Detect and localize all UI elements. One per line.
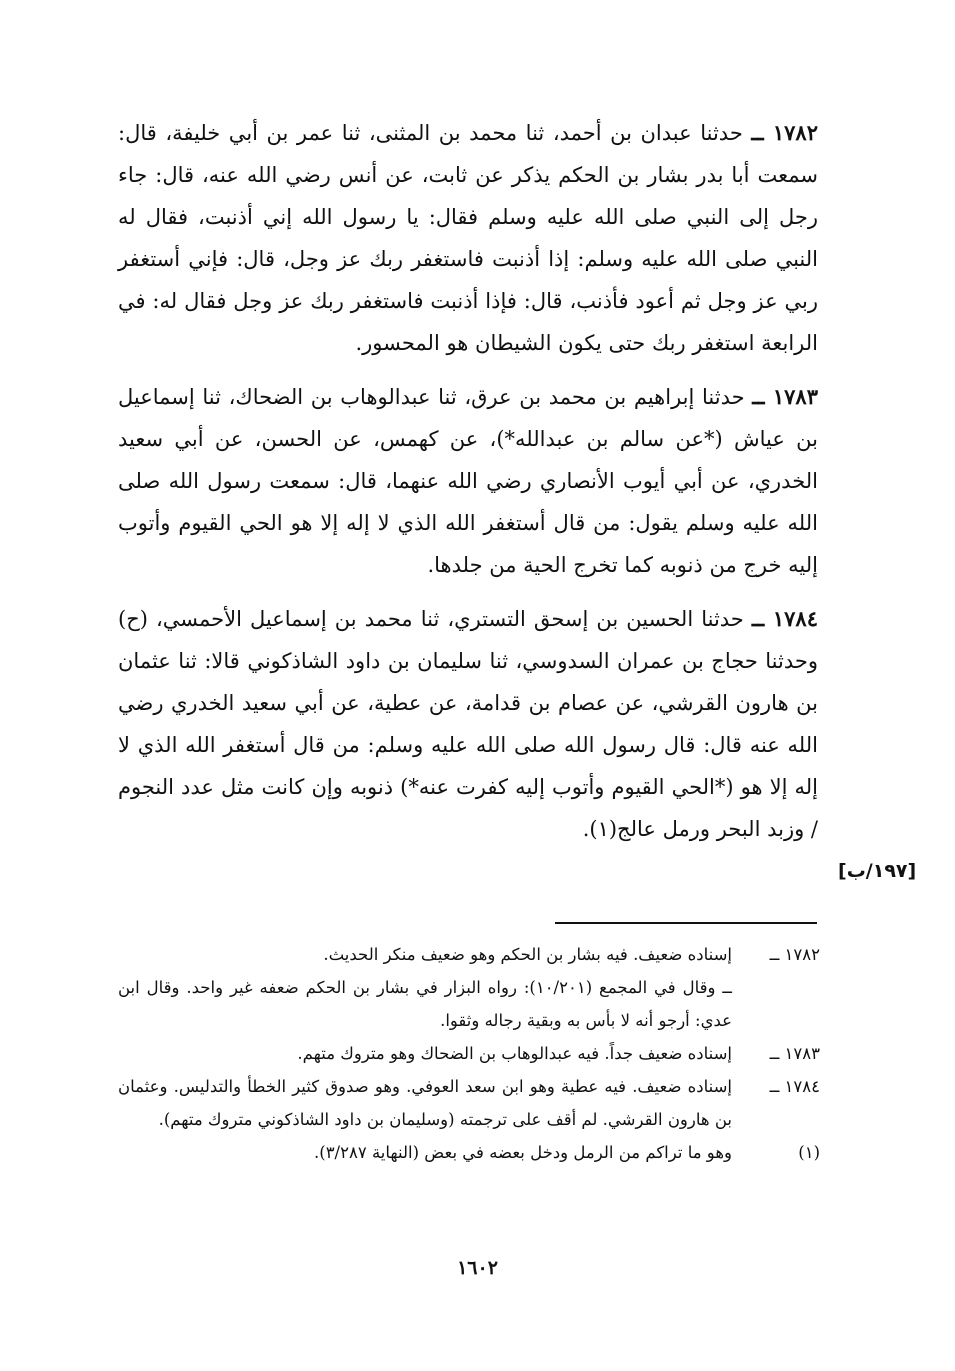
main-text	[118, 112, 818, 862]
hadith-entry-1782	[118, 112, 818, 364]
footnote-text: إسناده ضعيف. فيه بشار بن الحكم وهو ضعيف منكر الحديث.	[323, 945, 732, 964]
entry-number: ١٧٨٤ ــ	[751, 606, 818, 631]
footnote-1	[118, 1136, 820, 1169]
footnote-1784	[118, 1070, 820, 1136]
footnote-number: ١٧٨٢ ــ	[769, 945, 820, 964]
footnote-text: وهو ما تراكم من الرمل ودخل بعضه في بعض (النهاية ٣/٢٨٧).	[314, 1143, 732, 1162]
manuscript-folio-marker: [١٩٧/ب]	[838, 860, 917, 882]
entry-number: ١٧٨٣ ــ	[752, 384, 818, 409]
footnote-number: ١٧٨٣ ــ	[769, 1044, 820, 1063]
entry-text: حدثنا الحسين بن إسحق التستري، ثنا محمد بن إسماعيل الأحمسي، (ح) وحدثنا حجاج بن عمران السدوسي، ثنا سليمان بن داود الشاذكوني قالا: ثنا عثمان بن هارون القرشي، عن عصام بن قدامة، عن عطية، عن أبي سعيد الخدري رضي الله عنه قال: قال رسول الله صلى الله عليه وسلم: من قال أستغفر الله الذي لا إله إلا هو (*الحي القيوم وأتوب إليه كفرت عنه*) ذنوبه وإن كانت مثل عدد النجوم / وزبد البحر ورمل عالج(١).	[118, 607, 818, 841]
footnote-text: إسناده ضعيف جداً. فيه عبدالوهاب بن الضحاك وهو متروك متهم.	[297, 1044, 732, 1063]
footnotes	[118, 938, 820, 1169]
footnote-1782-continuation: ــ وقال في المجمع (١٠/٢٠١): رواه البزار في بشار بن الحكم ضعفه غير واحد. وقال ابن عدي: أرجو أنه لا بأس به وبقية رجاله وثقوا.	[118, 978, 733, 1030]
entry-text: حدثنا عبدان بن أحمد، ثنا محمد بن المثنى، ثنا عمر بن أبي خليفة، قال: سمعت أبا بدر بشار بن الحكم يذكر عن ثابت، عن أنس رضي الله عنه، قال: جاء رجل إلى النبي صلى الله عليه وسلم فقال: يا رسول الله إني أذنبت، فقال له النبي صلى الله عليه وسلم: إذا أذنبت فاستغفر ربك عز وجل، قال: فإني أستغفر ربي عز وجل ثم أعود فأذنب، قال: فإذا أذنبت فاستغفر ربك عز وجل فقال له: في الرابعة استغفر ربك حتى يكون الشيطان هو المحسور.	[118, 121, 818, 355]
page-number: ١٦٠٢	[457, 1257, 498, 1279]
hadith-entry-1783	[118, 376, 818, 586]
footnote-1782	[118, 938, 820, 971]
footnote-number: (١)	[798, 1143, 820, 1162]
footnote-number: ١٧٨٤ ــ	[769, 1077, 820, 1096]
hadith-entry-1784	[118, 598, 818, 850]
entry-text: حدثنا إبراهيم بن محمد بن عرق، ثنا عبدالوهاب بن الضحاك، ثنا إسماعيل بن عياش (*عن سالم بن عبدالله*)، عن كهمس، عن الحسن، عن أبي سعيد الخدري، عن أبي أيوب الأنصاري رضي الله عنهما، قال: سمعت رسول الله صلى الله عليه وسلم يقول: من قال أستغفر الله الذي لا إله إلا هو الحي القيوم وأتوب إليه خرج من ذنوبه كما تخرج الحية من جلدها.	[118, 385, 818, 577]
footnote-text: إسناده ضعيف. فيه عطية وهو ابن سعد العوفي. وهو صدوق كثير الخطأ والتدليس. وعثمان بن هارون القرشي. لم أقف على ترجمته (وسليمان بن داود الشاذكوني متروك متهم).	[118, 1077, 732, 1129]
footnote-1783	[118, 1037, 820, 1070]
footnote-separator	[555, 922, 817, 924]
entry-number: ١٧٨٢ ــ	[751, 120, 818, 145]
